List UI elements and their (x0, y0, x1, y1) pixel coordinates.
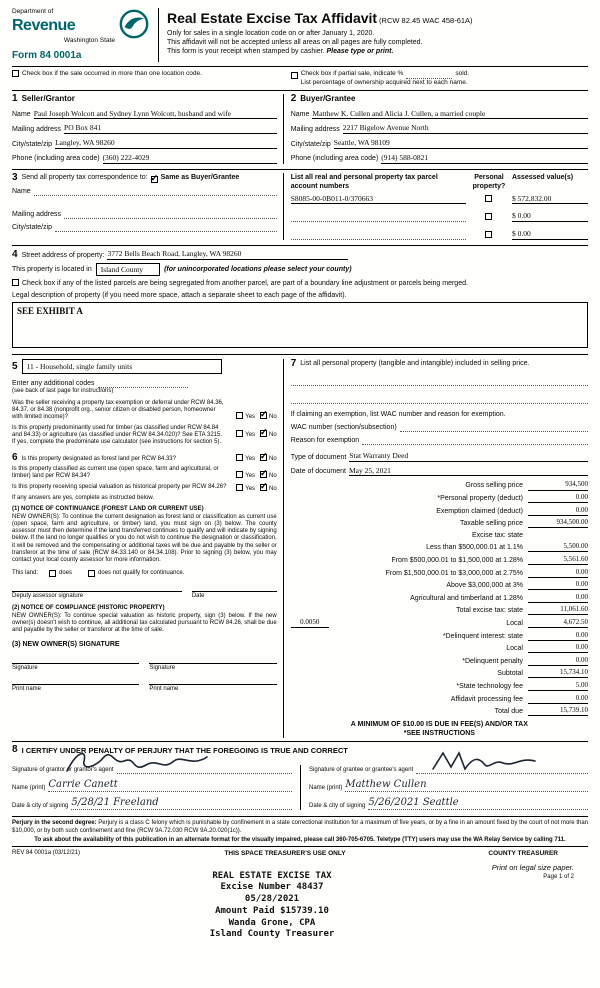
tax-value[interactable]: 11,061.60 (528, 605, 588, 615)
buyer-phone-label: Phone (including area code) (290, 155, 379, 163)
certify-statement: I CERTIFY UNDER PENALTY OF PERJURY THAT THE FOREGOING IS TRUE AND CORRECT (21, 745, 348, 755)
seller-name-label: Name (12, 111, 31, 119)
seller-city-label: City/state/zip (12, 140, 53, 148)
yes-label: Yes (245, 432, 256, 439)
tax-label: Gross selling price (465, 482, 523, 490)
yes-label: Yes (245, 455, 256, 462)
seller-name-field[interactable]: Paul Joseph Wolcott and Sydney Lynn Wolcott, husband and wife (34, 109, 277, 120)
parties-section (12, 90, 588, 168)
tax-row-personal-deduct (291, 493, 588, 503)
parcel-row (291, 229, 588, 240)
doc-type-label: Type of document (290, 453, 347, 461)
personal-property-list-line-2[interactable] (291, 395, 588, 404)
deputy-assessor-signature-line[interactable]: Deputy assessor signature (12, 591, 182, 600)
street-address-label: Street address of property: (21, 251, 105, 259)
doc-date-label: Date of document (290, 468, 346, 476)
tax-row-excise-state-header (291, 531, 588, 540)
tax-label: Exemption claimed (deduct) (436, 507, 523, 515)
new-owner-signature-line-1[interactable]: Signature (12, 663, 139, 672)
q5-yes-checkbox[interactable] (236, 484, 243, 491)
parcel-number-column-header: List all real and personal property tax parcel account numbers (290, 173, 438, 190)
header-note-3b: Please type or print. (326, 48, 394, 56)
tax-value[interactable]: 4,672.50 (528, 618, 588, 628)
legal-description-label: Legal description of property (if you need more space, attach a separate sheet to each page of the affidavit). (12, 291, 347, 299)
parcel-number-field[interactable]: S8085-00-0B011-0/370663 (291, 194, 466, 205)
treasurer-space-label: THIS SPACE TREASURER'S USE ONLY (224, 850, 346, 858)
yes-label: Yes (245, 473, 256, 480)
q1-no-checkbox[interactable] (260, 412, 267, 419)
tax-value[interactable]: 0.00 (528, 580, 588, 590)
current-use-question: Is this property classified as current use (open space, farm and agricultural, or timber) land per RCW 84.34? (12, 465, 219, 480)
minimum-due-note: A MINIMUM OF $10.00 IS DUE IN FEE(S) AND/OR TAX (350, 721, 528, 729)
does-not-qualify-checkbox[interactable] (88, 570, 95, 577)
header (12, 8, 588, 66)
q1-yes-checkbox[interactable] (236, 412, 243, 419)
buyer-grantee-section (283, 94, 588, 163)
legal-size-note: Print on legal size paper. (491, 862, 574, 872)
new-owner-signature-line-2[interactable]: Signature (149, 663, 276, 672)
revenue-wordmark: Revenue (12, 17, 76, 35)
section-1-number: 1 (12, 93, 18, 105)
q4-yes-checkbox[interactable] (236, 471, 243, 478)
tax-value[interactable]: 15,734.10 (528, 668, 588, 678)
tax-correspondence-section (12, 173, 283, 240)
notice-compliance-title: (2) NOTICE OF COMPLIANCE (HISTORIC PROPERTY) (12, 605, 165, 612)
multi-location-label: Check box if the sale occurred in more than one location code. (22, 69, 202, 77)
correspondence-name-label: Name (12, 187, 31, 195)
seller-address-field[interactable]: PO Box 841 (64, 123, 277, 134)
same-as-buyer-checkbox[interactable] (151, 176, 158, 183)
stamp-date: 05/28/2021 (244, 894, 300, 905)
parcel-number-field[interactable] (291, 214, 466, 222)
stamp-treasurer-title: Island County Treasurer (209, 929, 335, 940)
page-indicator: Page 1 of 2 (543, 873, 574, 880)
grantee-signature-block (300, 765, 588, 810)
buyer-phone-field[interactable]: (914) 588-0821 (381, 153, 588, 164)
header-note-1: Only for sales in a single location code on or after January 1, 2020. (167, 30, 375, 38)
tax-label: Less than $500,000.01 at 1.1% (426, 544, 523, 552)
parcel-number-field[interactable] (291, 232, 466, 240)
assessed-value-field[interactable]: $ 0.00 (512, 229, 588, 240)
grantor-date-city-label: Date & city of signing (12, 803, 69, 810)
predominate-use-note: If yes, complete the predominate use calculator (see instructions for section 5). (12, 439, 222, 446)
header-note-2: This affidavit will not be accepted unless all areas on all pages are fully completed. (167, 39, 423, 47)
partial-sale-label-b: sold. (455, 70, 470, 78)
treasurer-stamp-area (12, 859, 588, 943)
exemption-deferral-question: Was the seller receiving a property tax exemption or deferral under RCW 84.36, 84.37, or 84.38 (nonprofit org., senior citizen or disabled person, homeowner with limited income)? (12, 399, 224, 421)
tax-row-agricultural (291, 593, 588, 603)
tax-row-exemption-deduct (291, 506, 588, 516)
form-rcw-ref: (RCW 82.45 WAC 458-61A) (379, 16, 473, 25)
q3-yes-checkbox[interactable] (236, 454, 243, 461)
tax-row-delinquent-interest-local (291, 643, 588, 653)
tax-label: Local (506, 619, 523, 627)
assessed-value-field[interactable]: $ 572,832.00 (512, 194, 588, 205)
tax-row-technology-fee (291, 681, 588, 691)
grantor-signature-block (12, 765, 300, 810)
top-checkbox-row (12, 66, 588, 90)
no-label: No (269, 473, 277, 480)
buyer-name-label: Name (290, 111, 310, 119)
tax-value[interactable]: 0.00 (528, 656, 588, 666)
partial-sale-percent-field[interactable] (406, 70, 452, 79)
forest-land-question: Is this property designated as forest land per RCW 84.33? (21, 455, 176, 462)
tax-row-delinquent-interest-state (291, 631, 588, 641)
correspondence-label: Send all property tax correspondence to: (21, 174, 148, 182)
assessed-value-column-header: Assessed value(s) (511, 173, 574, 181)
street-address-field[interactable]: 3772 Bells Beach Road, Langley, WA 98260 (107, 249, 347, 260)
section-3-number: 3 (12, 171, 18, 183)
partial-sale-label-a: Check box if partial sale, indicate % (300, 70, 404, 78)
no-label: No (269, 485, 277, 492)
answers-yes-note: If any answers are yes, complete as instructed below. (12, 494, 155, 501)
tax-label: *State technology fee (456, 682, 523, 690)
tax-row-total-state (291, 605, 588, 615)
section-5-number: 5 (12, 360, 18, 372)
land-use-code-select[interactable]: 11 - Household, single family units (22, 359, 222, 375)
no-label: No (269, 432, 277, 439)
section-6-number: 6 (12, 451, 18, 463)
seller-city-field[interactable]: Langley, WA 98260 (55, 138, 277, 149)
notice-compliance-body: NEW OWNER(S): To continue special valuation as historic property, sign (3) below. If the new owner(s) doesn't wish to continue, all additional tax calculated pursuant to RCW 84.26, shall be due and payable by the seller or transferor at the time of sale. (12, 612, 277, 634)
grantee-signature-label: Signature of grantee or grantee's agent (309, 767, 414, 774)
buyer-city-field[interactable]: Seattle, WA 98109 (334, 138, 588, 149)
tax-label: Agricultural and timberland at 1.28% (410, 594, 523, 602)
washington-state-label: Washington State (63, 37, 115, 45)
tax-row-total-due (291, 706, 588, 716)
tax-row-gross (291, 480, 588, 490)
buyer-address-field[interactable]: 2217 Bigelow Avenue North (343, 123, 588, 134)
personal-property-label: List all personal property (tangible and intangible) included in selling price. (300, 359, 530, 367)
doc-type-field[interactable]: Stat Warranty Deed (349, 451, 588, 462)
tax-value[interactable]: 0.00 (528, 493, 588, 503)
q2-yes-checkbox[interactable] (236, 430, 243, 437)
correspondence-city-field[interactable] (55, 223, 277, 232)
tax-label: Total due (494, 708, 523, 716)
tax-computation-table (291, 480, 588, 716)
form-number: Form 84 0001a (12, 49, 82, 61)
tax-label: Taxable selling price (459, 520, 523, 528)
tax-row-bracket-1 (291, 542, 588, 552)
section-7-number: 7 (290, 357, 297, 369)
alternate-format-note: To ask about the availability of this publication in an alternate format for the visually impaired, please call 360-705-6705. Teletype (TTY) users may use the WA Relay Service by calling 711. (34, 837, 566, 843)
personal-property-checkbox[interactable] (485, 231, 492, 238)
personal-property-checkbox[interactable] (485, 195, 492, 202)
reason-exemption-label: Reason for exemption (290, 436, 360, 444)
timber-agriculture-question: Is this property predominantly used for timber (as classified under RCW 84.84 and 84.33) or agriculture (as classified under RCW 84.34.020)? See ETA 3215. (12, 424, 223, 439)
tax-row-bracket-2 (291, 555, 588, 565)
correspondence-address-label: Mailing address (12, 210, 62, 218)
certification-section (12, 741, 588, 812)
dor-logo-icon (118, 8, 150, 40)
dor-brand (12, 8, 150, 62)
dept-of-label: Department of (12, 8, 54, 15)
form-title: Real Estate Excise Tax Affidavit (167, 10, 378, 26)
q2-no-checkbox[interactable] (260, 430, 267, 437)
rev-number: REV 84 0001a (03/12/21) (12, 850, 81, 857)
historic-property-question: Is this property receiving special valuation as historical property per RCW 84.26? (12, 483, 227, 490)
q5-no-checkbox[interactable] (260, 484, 267, 491)
does-not-label: does not qualify for continuance. (98, 569, 185, 576)
personal-property-list-line-1[interactable] (291, 377, 588, 386)
stamp-amount-paid: Amount Paid $15739.10 (215, 905, 329, 916)
stamp-excise-number: Excise Number 48437 (220, 882, 324, 893)
no-label: No (269, 414, 277, 421)
buyer-city-label: City/state/zip (290, 140, 331, 148)
buyer-name-field[interactable]: Matthew K. Cullen and Alicia J. Cullen, a married couple (312, 109, 588, 120)
perjury-notice (12, 816, 588, 846)
buyer-address-label: Mailing address (290, 125, 340, 133)
tax-value[interactable]: 5.00 (528, 681, 588, 691)
correspondence-city-label: City/state/zip (12, 223, 53, 231)
grantee-name-print-label: Name (print) (309, 785, 343, 792)
wac-number-field[interactable] (400, 423, 588, 432)
tax-value[interactable]: 934,500 (528, 480, 588, 490)
parcel-table-header (291, 173, 588, 191)
tax-row-subtotal (291, 668, 588, 678)
notice-continuance-title: (1) NOTICE OF CONTINUANCE (FOREST LAND OR CURRENT USE) (12, 506, 204, 513)
middle-columns (12, 354, 588, 739)
header-note-3a: This form is your receipt when stamped by cashier. (167, 48, 327, 56)
section-4-number: 4 (12, 248, 18, 260)
new-owner-print-name-line-2[interactable]: Print name (149, 684, 276, 693)
correspondence-address-field[interactable] (64, 210, 277, 219)
seller-grantor-section (12, 94, 283, 163)
grantee-date-city-label: Date & city of signing (309, 803, 366, 810)
section-2-number: 2 (290, 93, 297, 105)
tax-label: From $500,000.01 to $1,500,000 at 1.28% (391, 556, 523, 564)
does-qualify-checkbox[interactable] (49, 570, 56, 577)
partial-sale-label-c: List percentage of ownership acquired next to each name. (300, 78, 468, 86)
property-location-section (12, 245, 588, 352)
tax-value[interactable]: 0.00 (528, 568, 588, 578)
tax-value[interactable]: 934,500.00 (528, 518, 588, 528)
grantee-date-city-field[interactable]: 5/26/2021 Seattle (368, 796, 588, 810)
local-rate-field[interactable]: 0.0050 (291, 618, 329, 628)
personal-property-checkbox[interactable] (485, 213, 492, 220)
tax-label: *Personal property (deduct) (437, 495, 523, 502)
tax-label: Total excise tax: state (456, 607, 523, 615)
tax-row-bracket-4 (291, 580, 588, 590)
multi-location-checkbox[interactable] (12, 70, 19, 77)
personal-property-column-header: Personal property? (472, 173, 506, 190)
exemption-note: If claiming an exemption, list WAC number and reason for exemption. (290, 410, 506, 418)
parcel-row (291, 194, 588, 205)
grantor-date-city-field[interactable]: 5/28/21 Freeland (71, 796, 292, 810)
tax-value[interactable]: 0.00 (528, 593, 588, 603)
yes-label: Yes (245, 485, 256, 492)
segregated-parcel-checkbox[interactable] (12, 279, 19, 286)
form-footer (12, 846, 588, 858)
assessed-value-field[interactable]: $ 0.00 (512, 211, 588, 222)
q3-no-checkbox[interactable] (260, 454, 267, 461)
grantor-signature-label: Signature of grantor or grantor's agent (12, 767, 114, 774)
does-label: does (59, 569, 73, 576)
partial-sale-checkbox[interactable] (291, 72, 298, 79)
tax-value[interactable]: 5,500.00 (528, 542, 588, 552)
doc-date-field[interactable]: May 25, 2021 (349, 466, 588, 477)
correspondence-parcels-section (12, 169, 588, 245)
located-in-label: This property is located in (12, 266, 92, 274)
tax-row-taxable (291, 518, 588, 528)
tax-row-delinquent-penalty (291, 656, 588, 666)
seller-phone-field[interactable]: (360) 222-4029 (103, 153, 277, 164)
tax-value[interactable]: 0.00 (528, 631, 588, 641)
segregated-parcel-label: Check box if any of the listed parcels are being segregated from another parcel, are part of a boundary line adjustment or parcels being merged. (22, 280, 468, 288)
additional-codes-label: Enter any additional codes (12, 380, 95, 388)
notice-continuance-body: NEW OWNER(S): To continue the current designation as forest land or classification as current use (open space, farm and agriculture, or timber) land, you must sign on (3) below. The county assessor must then determine if the land transferred continues to qualify and will indicate by signing below. If the land no longer qualifies or you do not wish to continue the designation or classification, it will be removed and the compensating or additional taxes will be due and payable by the seller or transferor at the time of sale (RCW 84.33.140 or 84.34.108). Prior to signing (3) below, you may contact your local county assessor for more information. (12, 513, 277, 564)
q4-no-checkbox[interactable] (260, 471, 267, 478)
tax-row-bracket-3 (291, 568, 588, 578)
deputy-date-line[interactable]: Date (192, 591, 277, 600)
seller-grantor-heading: Seller/Grantor (21, 94, 75, 104)
additional-codes-note: (see back of last page for instructions) (12, 388, 114, 395)
grantee-name-print-field[interactable]: Matthew Cullen (345, 778, 588, 792)
this-land-label: This land: (12, 569, 39, 576)
same-as-buyer-label: Same as Buyer/Grantee (160, 174, 240, 182)
tax-value[interactable]: 0.00 (528, 694, 588, 704)
perjury-lead: Perjury in the second degree: (12, 820, 97, 827)
new-owners-signature-title: (3) NEW OWNER(S) SIGNATURE (12, 640, 120, 648)
tax-label: Local (506, 645, 523, 653)
parcel-table (283, 173, 588, 240)
yes-label: Yes (245, 414, 256, 421)
tax-value[interactable]: 0.00 (528, 643, 588, 653)
excise-tax-stamp (157, 871, 387, 941)
tax-label: Subtotal (497, 670, 523, 678)
no-label: No (269, 455, 277, 462)
use-classification-column (12, 359, 283, 739)
grantor-name-print-field[interactable]: Carrie Canett (48, 778, 292, 792)
tax-label: *Delinquent penalty (462, 657, 523, 665)
seller-phone-label: Phone (including area code) (12, 155, 100, 163)
header-divider (158, 8, 159, 62)
tax-value[interactable]: 15,739.10 (528, 706, 588, 716)
county-treasurer-label: COUNTY TREASURER (488, 850, 558, 858)
wac-number-label: WAC number (section/subsection) (290, 423, 397, 431)
tax-label: Affidavit processing fee (450, 695, 523, 703)
tax-label: Above $3,000,000 at 3% (446, 582, 523, 590)
tax-row-processing-fee (291, 694, 588, 704)
new-owner-print-name-line-1[interactable]: Print name (12, 684, 139, 693)
grantee-signature-line[interactable] (416, 765, 588, 774)
tax-label: Excise tax: state (472, 531, 523, 539)
buyer-grantee-heading: Buyer/Grantee (300, 94, 356, 104)
seller-address-label: Mailing address (12, 125, 62, 133)
tax-label: From $1,500,000.01 to $3,000,000 at 2.75% (385, 569, 523, 577)
legal-description-field[interactable]: SEE EXHIBIT A (12, 302, 588, 348)
grantor-name-print-label: Name (print) (12, 785, 46, 792)
header-note-3 (167, 47, 588, 56)
reason-exemption-field[interactable] (362, 436, 588, 445)
unincorporated-note: (for unincorporated locations please select your county) (164, 266, 352, 274)
parcel-row (291, 211, 588, 222)
tax-label: *Delinquent interest: state (442, 632, 523, 640)
section-8-number: 8 (12, 744, 18, 756)
personal-property-tax-column (283, 359, 588, 739)
additional-codes-field[interactable] (98, 379, 188, 388)
see-instructions-note: *SEE INSTRUCTIONS (403, 730, 475, 738)
county-select[interactable]: Island County (96, 263, 160, 277)
tax-row-local (291, 618, 588, 628)
stamp-title: REAL ESTATE EXCISE TAX (212, 870, 332, 881)
stamp-treasurer-name: Wanda Grone, CPA (228, 917, 316, 928)
perjury-body: Perjury is a class C felony which is punishable by confinement in a state correctional institution for a maximum of five years, or by a fine in an amount fixed by the court of not more than $10,000, or by both such confinement and fine (RCW 9A.72.030 RCW 9A.20.020(1c)). (12, 820, 589, 834)
correspondence-name-field[interactable] (34, 187, 277, 196)
tax-value[interactable]: 0.00 (528, 506, 588, 516)
tax-value[interactable]: 5,561.60 (528, 555, 588, 565)
grantor-signature-line[interactable] (117, 765, 292, 774)
